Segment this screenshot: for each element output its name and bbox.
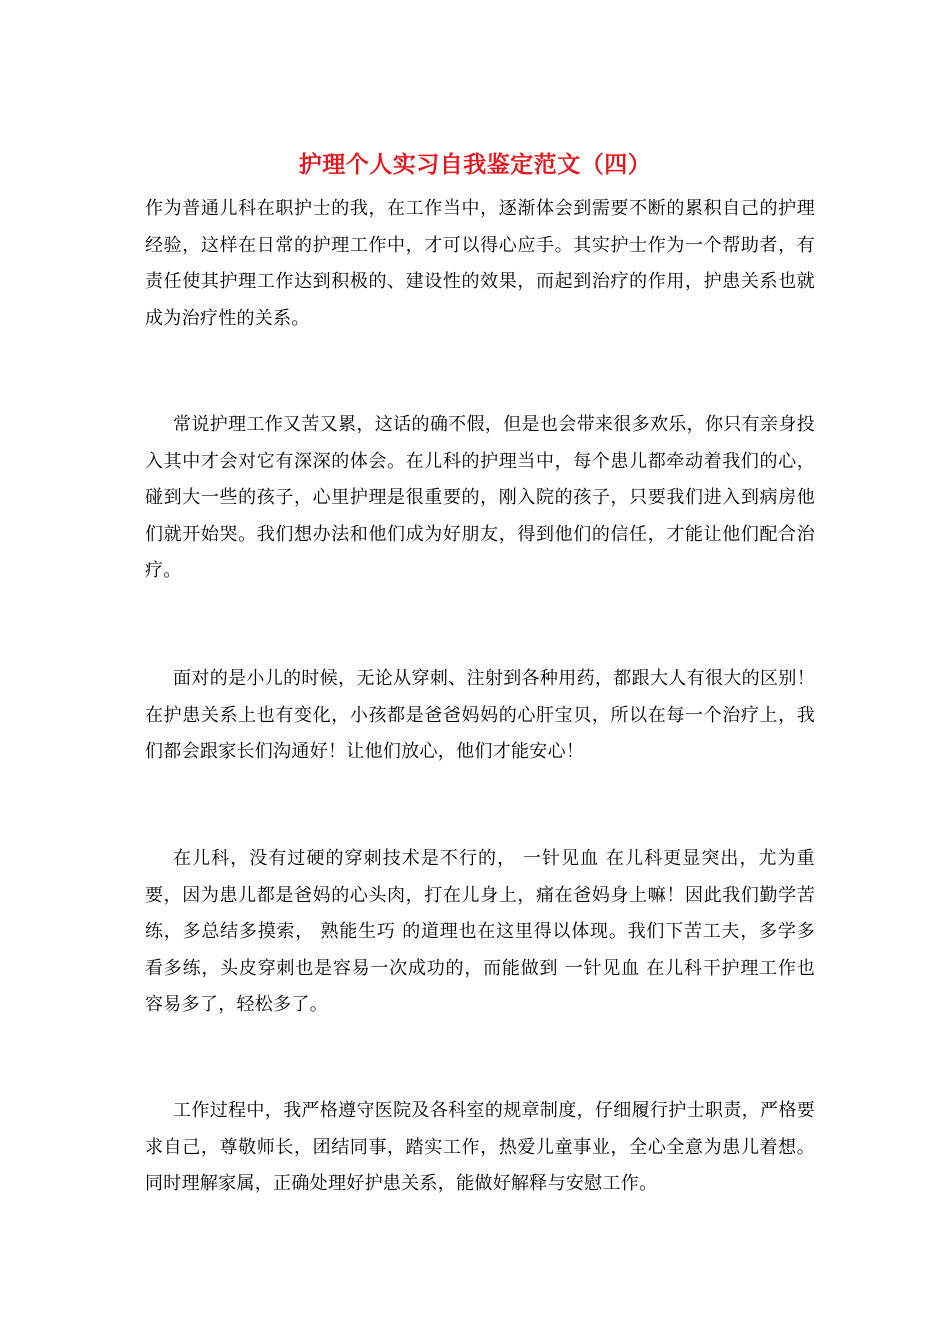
paragraph-2: 常说护理工作又苦又累，这话的确不假，但是也会带来很多欢乐，你只有亲身投入其中才会对它有深深的体会。在儿科的护理当中，每个患儿都牵动着我们的心，碰到大一些的孩子，心里护理是很重要的，刚入院的孩子，只要我们进入到病房他们就开始哭。我们想办法和他们成为好朋友，得到他们的信任，才能让他们配合治疗。 xyxy=(145,414,815,581)
paragraph-4: 在儿科，没有过硬的穿刺技术是不行的， 一针见血 在儿科更显突出，尤为重要，因为患儿都是爸妈的心头肉，打在儿身上，痛在爸妈身上嘛！因此我们勤学苦练，多总结多摸索， 熟能生巧 的道理也在这里得以体现。我们下苦工夫，多学多看多练，头皮穿刺也是容易一次成功的，而能做到 一针见血 在儿科干护理工作也容易多了，轻松多了。 xyxy=(145,848,815,1015)
paragraph-3: 面对的是小儿的时候，无论从穿刺、注射到各种用药，都跟大人有很大的区别！在护患关系上也有变化，小孩都是爸爸妈妈的心肝宝贝，所以在每一个治疗上，我们都会跟家长们沟通好！让他们放心，他们才能安心！ xyxy=(145,668,815,762)
document-title: 护理个人实习自我鉴定范文（四） xyxy=(298,151,652,178)
paragraph-5: 工作过程中，我严格遵守医院及各科室的规章制度，仔细履行护士职责，严格要求自己，尊敬师长，团结同事，踏实工作，热爱儿童事业，全心全意为患儿着想。同时理解家属，正确处理好护患关系，能做好解释与安慰工作。 xyxy=(145,1100,815,1194)
paragraph-1: 作为普通儿科在职护士的我，在工作当中，逐渐体会到需要不断的累积自己的护理经验，这样在日常的护理工作中，才可以得心应手。其实护士作为一个帮助者，有责任使其护理工作达到积极的、建设性的效果，而起到治疗的作用，护患关系也就成为治疗性的关系。 xyxy=(145,198,815,329)
